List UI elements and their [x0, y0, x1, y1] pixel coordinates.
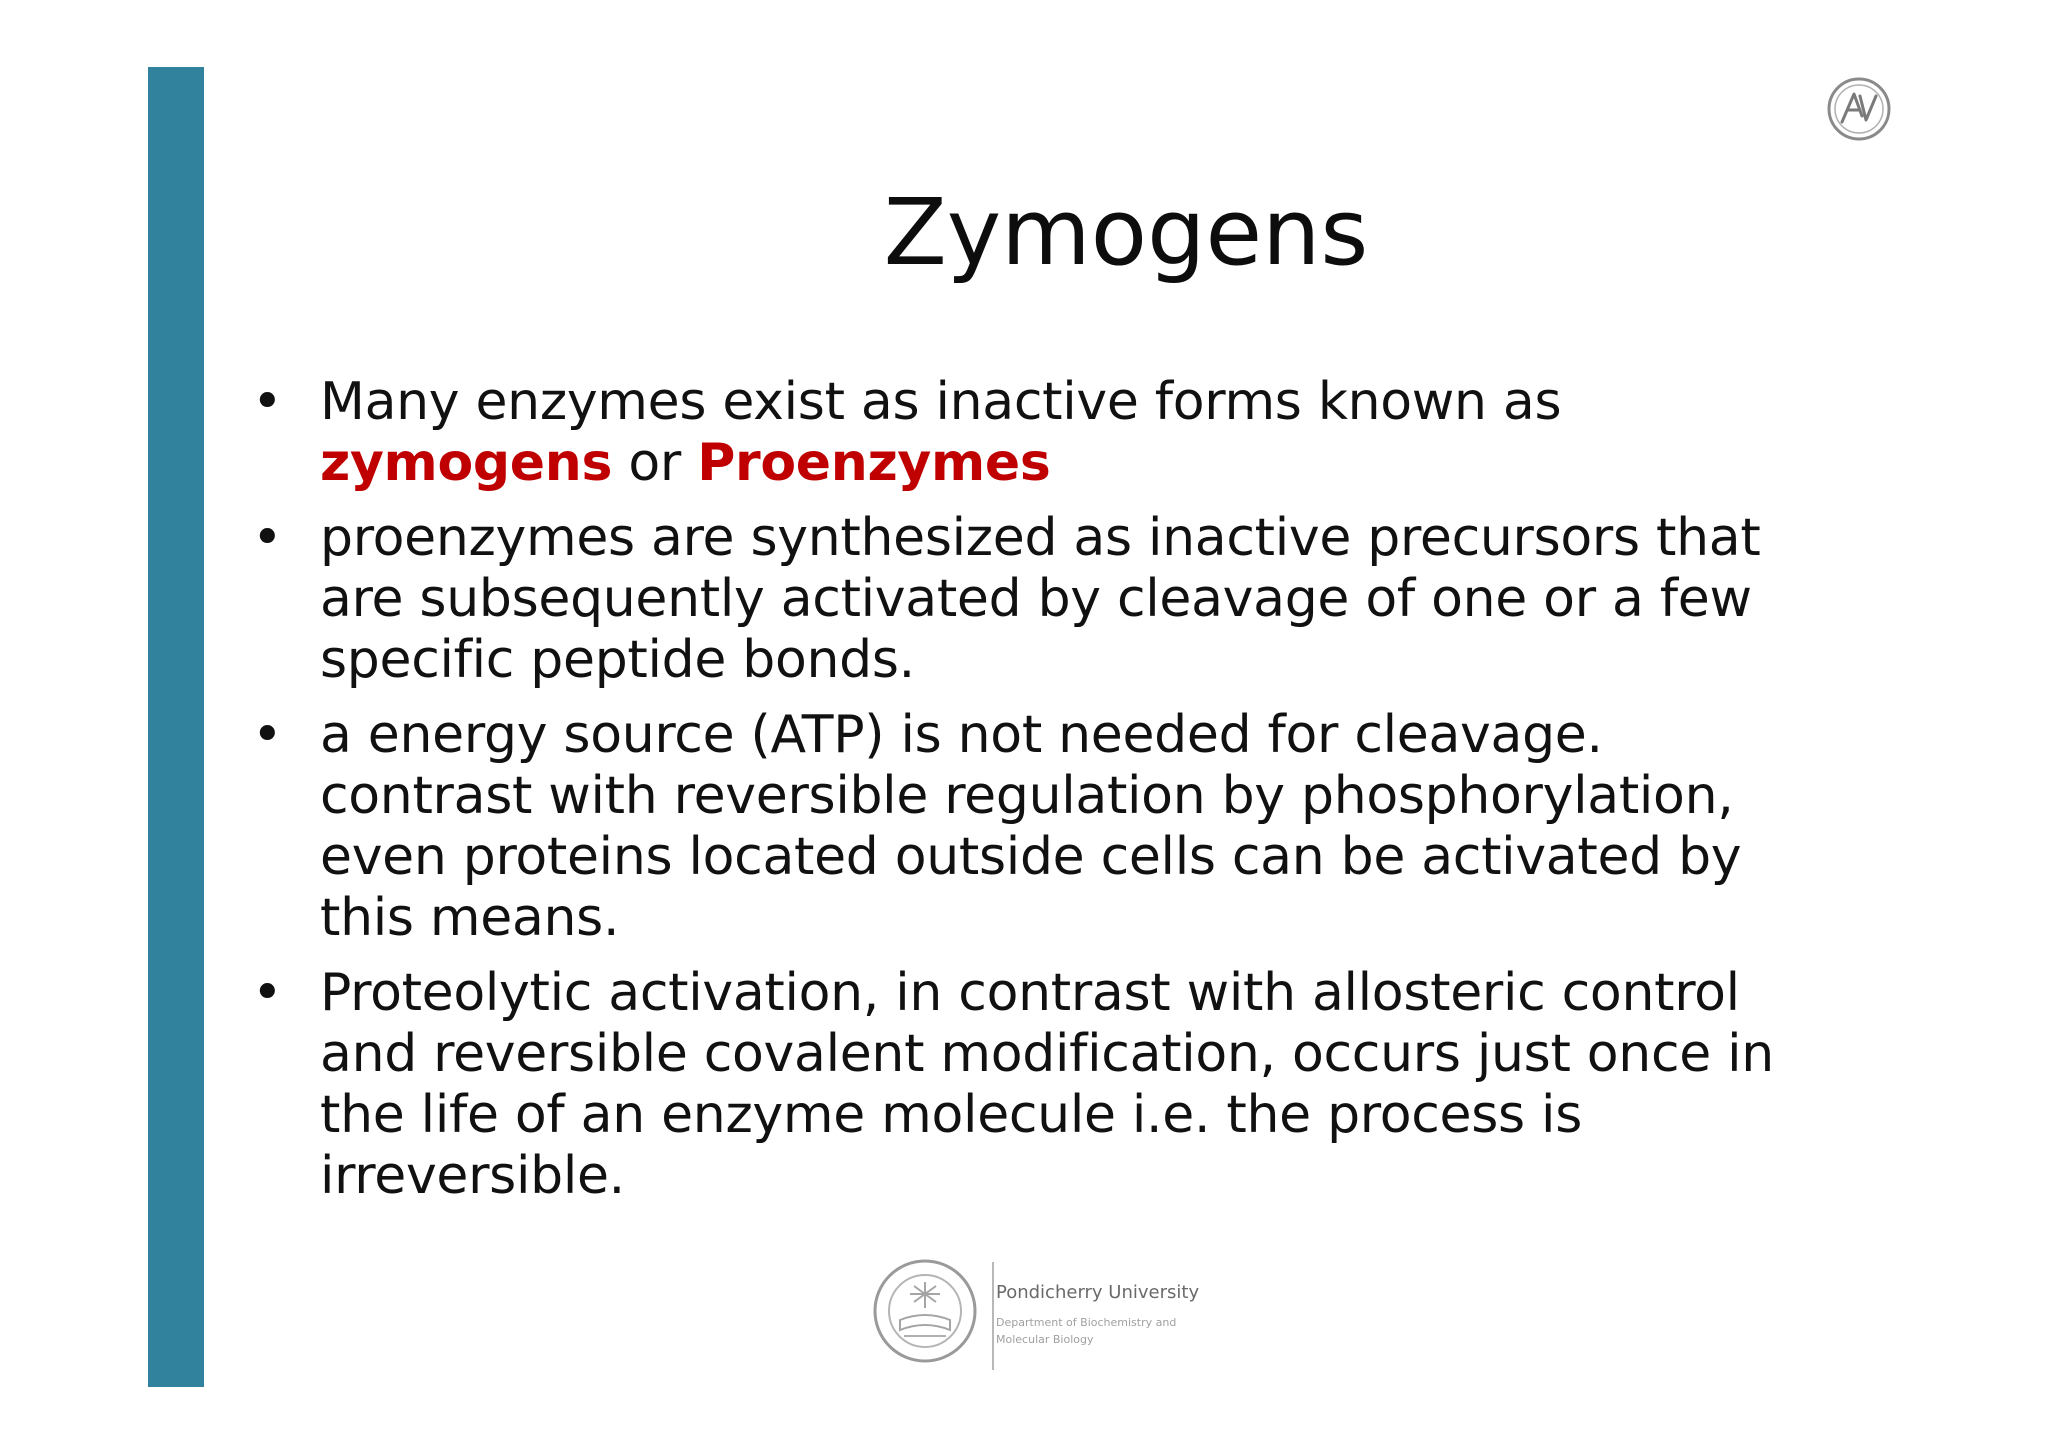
av-logo-icon — [1826, 76, 1892, 142]
accent-bar — [148, 67, 204, 1387]
bullet-item — [250, 508, 1810, 691]
bullet-text: proenzymes are synthesized as inactive precursors that are subsequently activated by cleavage of one or a few specific peptide bonds. — [320, 508, 1761, 690]
bullet-dot-icon: • — [252, 508, 283, 568]
bullet-item — [250, 963, 1810, 1207]
university-name: Pondicherry University — [996, 1282, 1200, 1303]
bullet-item — [250, 705, 1810, 949]
bullet-text: Proteolytic activation, in contrast with allosteric control and reversible covalent modification, occurs just once in the life of an enzyme molecule i.e. the process is irreversible. — [320, 963, 1774, 1206]
department-name: Department of Biochemistry and Molecular Biology — [996, 1316, 1177, 1346]
highlighted-term: Proenzymes — [697, 433, 1051, 493]
bullet-text: Many enzymes exist as inactive forms known as — [320, 372, 1562, 432]
bullet-text: a energy source (ATP) is not needed for cleavage. contrast with reversible regulation by phosphorylation, even proteins located outside cells can be activated by this means. — [320, 705, 1742, 948]
highlighted-term: zymogens — [320, 433, 613, 493]
slide-title: Zymogens — [883, 179, 1369, 286]
bullet-dot-icon: • — [252, 372, 283, 432]
footer-divider — [992, 1262, 994, 1370]
bullet-text: or — [612, 433, 698, 493]
university-seal-icon — [870, 1256, 980, 1366]
bullet-dot-icon: • — [252, 705, 283, 765]
bullet-dot-icon: • — [252, 963, 283, 1023]
footer-university-logo — [870, 1256, 1250, 1376]
bullet-item — [250, 372, 1810, 494]
bullet-list — [250, 372, 1810, 1221]
